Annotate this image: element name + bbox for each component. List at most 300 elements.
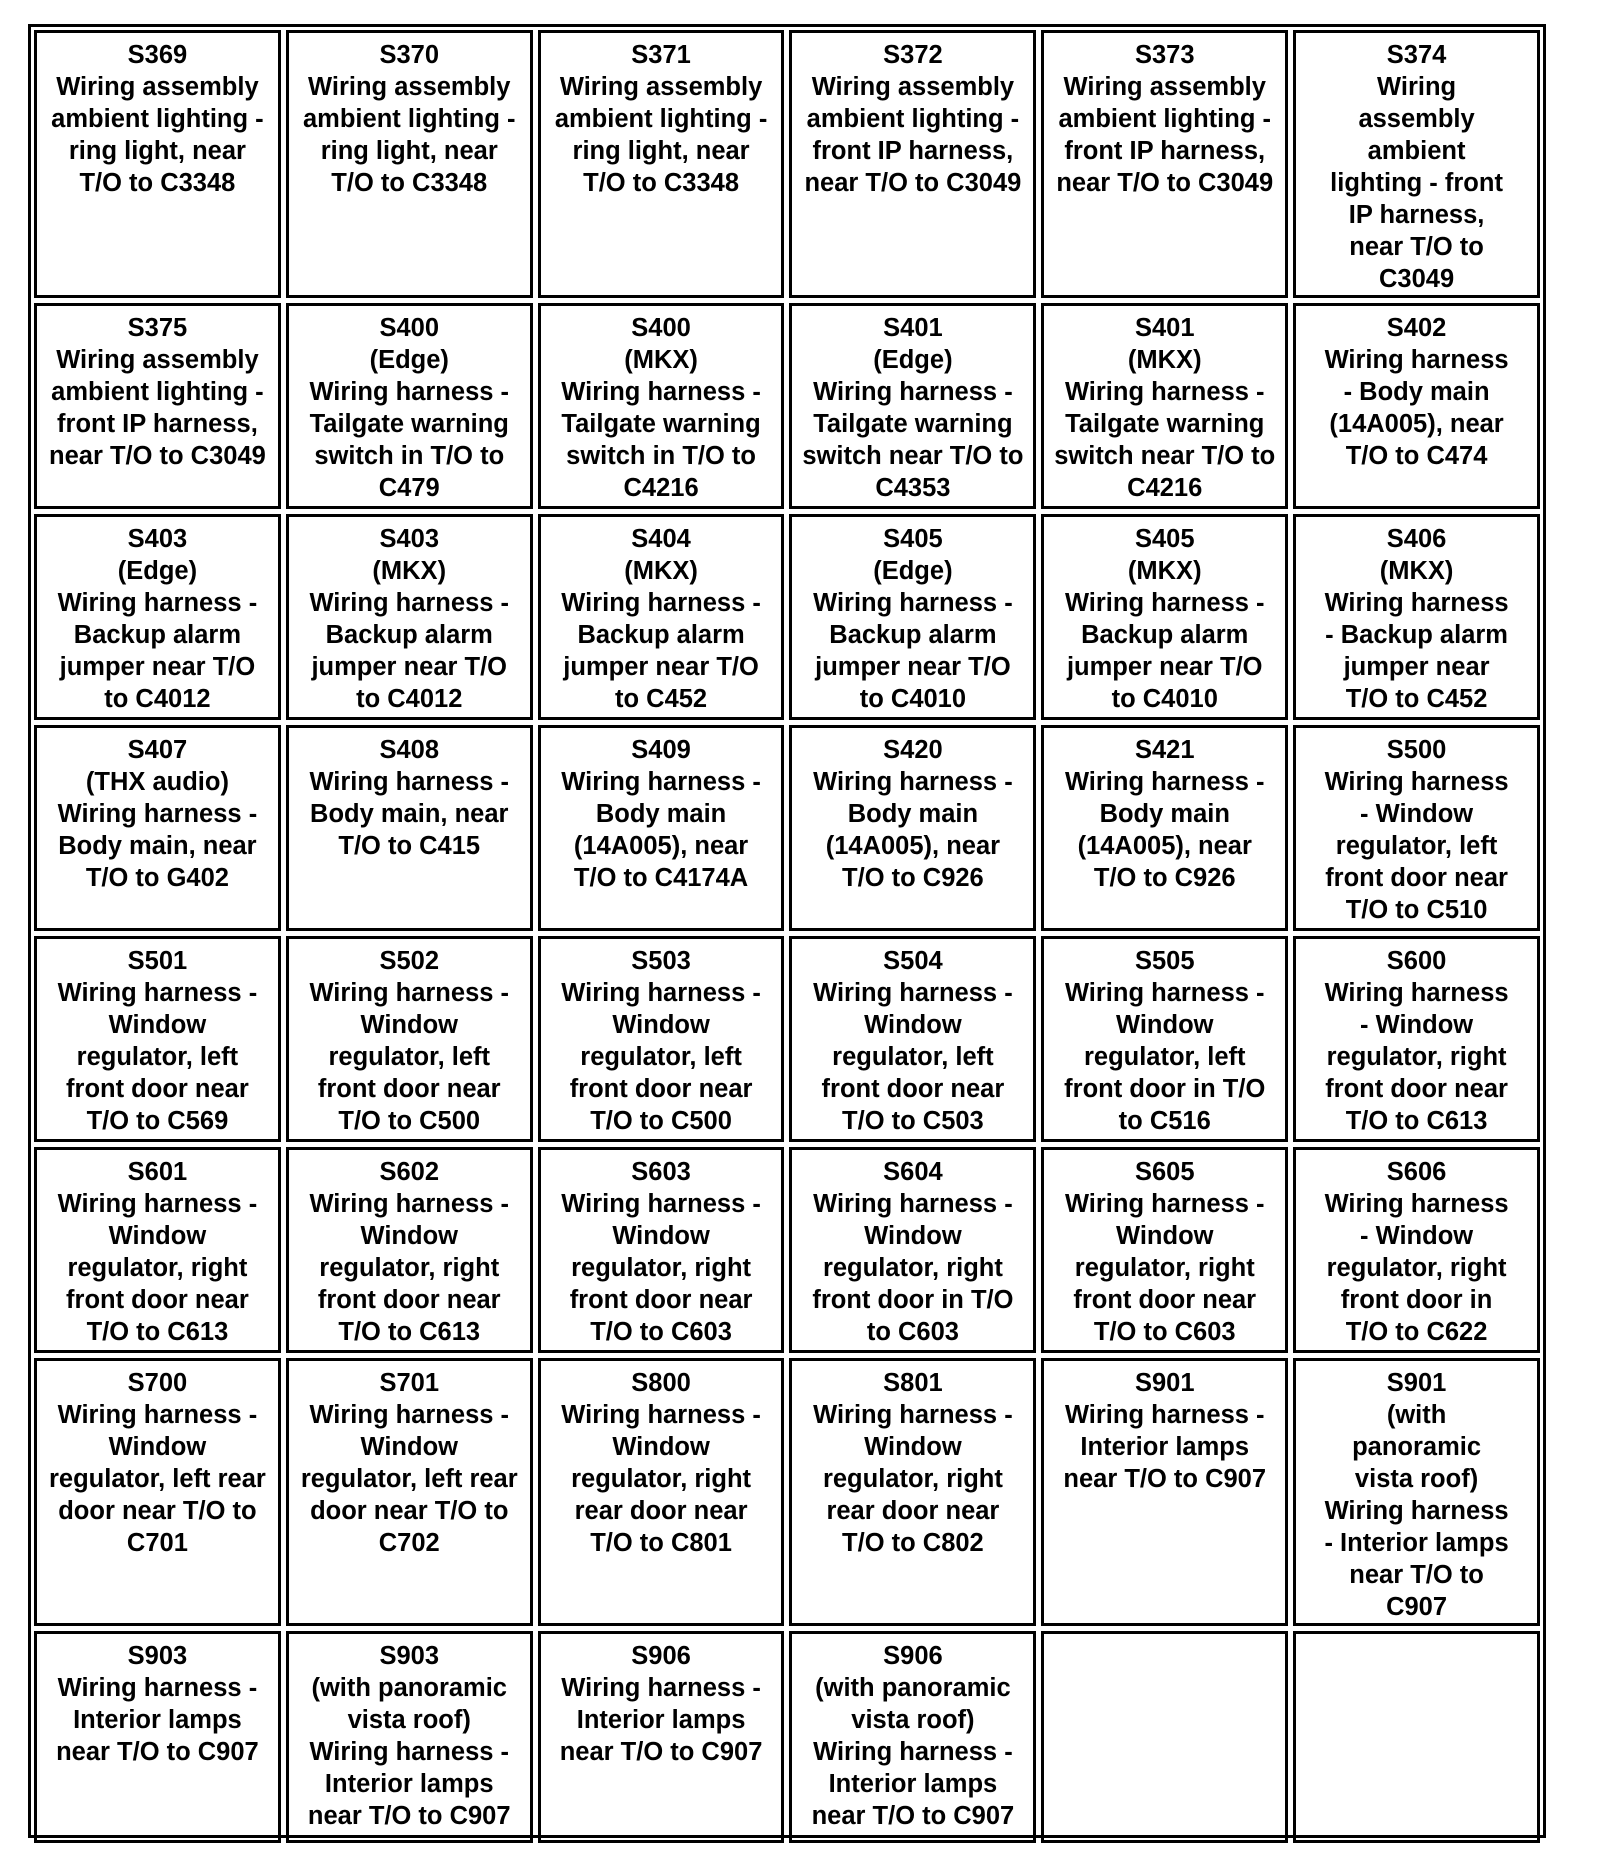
splice-description-line: to C603 — [866, 1318, 959, 1346]
splice-description-line: front door near — [569, 1075, 753, 1103]
splice-description-line: T/O to C802 — [842, 1529, 984, 1557]
splice-cell — [286, 1147, 533, 1353]
splice-description-line: front IP harness, — [812, 137, 1014, 165]
splice-description-line: Wiring harness - — [813, 1190, 1013, 1218]
splice-id: S901 — [1134, 1369, 1195, 1397]
splice-id: S375 — [127, 314, 188, 342]
splice-description-line: Interior lamps — [73, 1706, 242, 1734]
splice-description-line: Window — [612, 1433, 710, 1461]
splice-description-line: T/O to G402 — [85, 864, 229, 892]
splice-description-line: near T/O to C907 — [559, 1738, 763, 1766]
splice-cell — [286, 30, 533, 298]
splice-description-line: regulator, left rear — [49, 1465, 266, 1493]
splice-id: S420 — [883, 736, 943, 764]
splice-cell — [789, 936, 1036, 1142]
splice-id: S373 — [1134, 41, 1195, 69]
splice-id: S405 — [883, 525, 943, 553]
splice-cell — [538, 303, 785, 509]
splice-description-line: Wiring harness - — [309, 378, 510, 406]
splice-description-line: front door near — [66, 1075, 249, 1103]
splice-description-line: regulator, left — [1083, 1043, 1246, 1071]
splice-description-line: (Edge) — [369, 346, 449, 374]
splice-description-line: Window — [360, 1222, 458, 1250]
splice-description-line: rear door near — [826, 1497, 1000, 1525]
splice-id: S400 — [631, 314, 691, 342]
splice-id: S369 — [127, 41, 188, 69]
splice-description-line: ambient lighting - — [303, 105, 516, 133]
splice-description-line: Tailgate warning — [309, 410, 509, 438]
splice-description-line: - Window — [1360, 1011, 1474, 1039]
splice-description-line: ambient lighting - — [51, 105, 264, 133]
splice-description-line: front door near — [317, 1286, 501, 1314]
splice-cell — [1293, 936, 1540, 1142]
splice-description-line: near T/O to — [1349, 233, 1484, 261]
splice-description-line: front door near — [1073, 1286, 1257, 1314]
splice-description-line: regulator, right — [1074, 1254, 1255, 1282]
splice-description-line: Wiring harness - — [57, 1401, 258, 1429]
splice-description-line: C4216 — [623, 474, 699, 502]
splice-id: S401 — [1134, 314, 1195, 342]
splice-description-line: switch near T/O to — [1054, 442, 1276, 470]
splice-description-line: regulator, left — [328, 1043, 490, 1071]
splice-description-line: switch in T/O to — [566, 442, 756, 470]
splice-id: S370 — [379, 41, 440, 69]
splice-description-line: Wiring harness - — [1064, 1401, 1265, 1429]
splice-description-line: switch in T/O to — [314, 442, 505, 470]
splice-description-line: Tailgate warning — [561, 410, 761, 438]
splice-description-line: to C452 — [615, 685, 708, 713]
splice-description-line: ring light, near — [572, 137, 750, 165]
splice-description-line: Wiring assembly — [56, 346, 259, 374]
splice-description-line: near T/O to — [1349, 1561, 1484, 1589]
splice-description-line: Body main — [1099, 800, 1230, 828]
splice-description-line: vista roof) — [851, 1706, 975, 1734]
splice-description-line: regulator, left — [832, 1043, 994, 1071]
splice-description-line: Backup alarm — [325, 621, 493, 649]
splice-description-line: Backup alarm — [829, 621, 997, 649]
splice-cell — [286, 725, 533, 931]
splice-cell — [286, 936, 533, 1142]
splice-description-line: T/O to C622 — [1345, 1318, 1488, 1346]
splice-cell — [1293, 1358, 1540, 1626]
splice-description-line: Body main, near — [58, 832, 257, 860]
splice-description-line: near T/O to C3049 — [49, 442, 266, 470]
splice-cell — [34, 936, 281, 1142]
splice-description-line: ambient lighting - — [1058, 105, 1271, 133]
splice-cell — [34, 303, 281, 509]
splice-description-line: regulator, left — [1335, 832, 1498, 860]
splice-description-line: Wiring assembly — [308, 73, 511, 101]
splice-cell — [1041, 514, 1288, 720]
splice-description-line: T/O to C4174A — [573, 864, 749, 892]
splice-description-line: Window — [1115, 1222, 1214, 1250]
splice-description-line: Tailgate warning — [1065, 410, 1265, 438]
splice-cell — [538, 1147, 785, 1353]
splice-cell — [1293, 725, 1540, 931]
splice-location-table — [28, 24, 1546, 1838]
splice-description-line: Wiring assembly — [1063, 73, 1266, 101]
splice-description-line: T/O to C613 — [1345, 1107, 1488, 1135]
splice-description-line: Wiring assembly — [559, 73, 763, 101]
splice-description-line: door near T/O to — [58, 1497, 257, 1525]
splice-description-line: T/O to C3348 — [79, 169, 236, 197]
splice-description-line: jumper near T/O — [59, 653, 256, 681]
splice-cell — [34, 1358, 281, 1626]
splice-description-line: regulator, right — [319, 1254, 500, 1282]
splice-description-line: Wiring harness - — [309, 979, 510, 1007]
splice-description-line: T/O to C613 — [338, 1318, 481, 1346]
splice-cell — [34, 514, 281, 720]
splice-description-line: door near T/O to — [310, 1497, 509, 1525]
splice-description-line: Wiring harness - — [1064, 589, 1265, 617]
splice-cell — [286, 303, 533, 509]
splice-cell — [538, 1631, 785, 1843]
splice-description-line: jumper near — [1343, 653, 1490, 681]
splice-description-line: (MKX) — [1127, 346, 1202, 374]
splice-description-line: regulator, right — [67, 1254, 248, 1282]
splice-description-line: Backup alarm — [577, 621, 745, 649]
splice-description-line: (MKX) — [624, 557, 698, 585]
splice-description-line: T/O to C3348 — [583, 169, 740, 197]
splice-id: S603 — [631, 1158, 691, 1186]
splice-description-line: Wiring harness - — [561, 1190, 761, 1218]
splice-description-line: Body main — [595, 800, 727, 828]
splice-id: S402 — [1386, 314, 1447, 342]
splice-description-line: (with — [1386, 1401, 1447, 1429]
splice-description-line: ambient lighting - — [51, 378, 264, 406]
splice-id: S601 — [127, 1158, 188, 1186]
splice-description-line: Wiring — [1377, 73, 1457, 101]
splice-description-line: (14A005), near — [573, 832, 749, 860]
splice-id: S701 — [379, 1369, 440, 1397]
splice-description-line: - Window — [1360, 1222, 1474, 1250]
splice-cell — [1293, 303, 1540, 509]
splice-description-line: regulator, right — [822, 1465, 1003, 1493]
splice-description-line: Wiring harness - — [309, 1738, 510, 1766]
splice-description-line: front door near — [821, 1075, 1005, 1103]
splice-cell — [538, 725, 785, 931]
splice-description-line: C479 — [378, 474, 440, 502]
splice-description-line: (MKX) — [624, 346, 698, 374]
splice-description-line: (Edge) — [117, 557, 198, 585]
splice-description-line: (14A005), near — [1077, 832, 1252, 860]
splice-description-line: front door near — [1325, 1075, 1508, 1103]
splice-description-line: regulator, right — [1326, 1254, 1507, 1282]
splice-description-line: regulator, left rear — [300, 1465, 518, 1493]
splice-id: S409 — [631, 736, 691, 764]
splice-description-line: Window — [108, 1222, 207, 1250]
splice-description-line: T/O to C926 — [842, 864, 984, 892]
splice-description-line: regulator, right — [822, 1254, 1003, 1282]
splice-id: S371 — [631, 41, 691, 69]
splice-description-line: Wiring harness - — [561, 589, 761, 617]
splice-description-line: jumper near T/O — [1066, 653, 1263, 681]
splice-description-line: Wiring harness - — [813, 1738, 1013, 1766]
splice-cell — [286, 514, 533, 720]
splice-description-line: Wiring harness - — [561, 768, 761, 796]
splice-id: S700 — [127, 1369, 188, 1397]
splice-description-line: front IP harness, — [1064, 137, 1266, 165]
splice-description-line: C4353 — [875, 474, 951, 502]
splice-cell — [789, 1147, 1036, 1353]
splice-cell — [538, 1358, 785, 1626]
splice-description-line: - Window — [1360, 800, 1474, 828]
splice-description-line: Window — [864, 1222, 962, 1250]
splice-id: S906 — [631, 1642, 691, 1670]
splice-description-line: T/O to C510 — [1345, 896, 1488, 924]
splice-description-line: Wiring harness - — [813, 979, 1013, 1007]
splice-description-line: Window — [612, 1011, 710, 1039]
splice-id: S501 — [127, 947, 188, 975]
splice-description-line: C4216 — [1127, 474, 1203, 502]
splice-description-line: Wiring harness - — [561, 1401, 761, 1429]
splice-id: S503 — [631, 947, 691, 975]
splice-description-line: regulator, right — [571, 1465, 752, 1493]
splice-id: S901 — [1386, 1369, 1447, 1397]
splice-description-line: Window — [864, 1011, 962, 1039]
splice-description-line: (MKX) — [1379, 557, 1454, 585]
splice-id: S372 — [883, 41, 943, 69]
splice-cell — [789, 725, 1036, 931]
splice-description-line: to C4010 — [859, 685, 967, 713]
splice-description-line: ambient lighting - — [806, 105, 1020, 133]
splice-cell — [789, 514, 1036, 720]
splice-description-line: Interior lamps — [576, 1706, 746, 1734]
splice-cell — [1041, 936, 1288, 1142]
splice-description-line: Interior lamps — [828, 1770, 998, 1798]
splice-id: S903 — [127, 1642, 188, 1670]
splice-cell — [34, 30, 281, 298]
splice-description-line: Wiring harness - — [561, 1674, 761, 1702]
splice-description-line: (14A005), near — [825, 832, 1001, 860]
splice-description-line: front door near — [317, 1075, 501, 1103]
splice-description-line: T/O to C500 — [338, 1107, 481, 1135]
splice-description-line: near T/O to C3049 — [804, 169, 1022, 197]
splice-id: S502 — [379, 947, 440, 975]
splice-description-line: jumper near T/O — [563, 653, 759, 681]
splice-description-line: ambient lighting - — [554, 105, 768, 133]
splice-description-line: to C4012 — [104, 685, 211, 713]
splice-description-line: T/O to C603 — [1093, 1318, 1236, 1346]
splice-description-line: T/O to C474 — [1345, 442, 1488, 470]
splice-cell — [789, 303, 1036, 509]
splice-description-line: T/O to C3348 — [331, 169, 488, 197]
splice-description-line: - Backup alarm — [1325, 621, 1508, 649]
splice-description-line: Backup alarm — [1081, 621, 1249, 649]
splice-description-line: front door in T/O — [812, 1286, 1014, 1314]
splice-description-line: front door near — [569, 1286, 753, 1314]
splice-description-line: Wiring harness - — [309, 1401, 510, 1429]
splice-id: S404 — [631, 525, 691, 553]
splice-description-line: T/O to C503 — [842, 1107, 984, 1135]
splice-id: S800 — [631, 1369, 691, 1397]
splice-description-line: T/O to C415 — [338, 832, 481, 860]
splice-description-line: (with panoramic — [815, 1674, 1011, 1702]
splice-description-line: Wiring harness - — [309, 1190, 510, 1218]
splice-description-line: vista roof) — [1354, 1465, 1479, 1493]
splice-description-line: Wiring harness — [1324, 589, 1509, 617]
splice-description-line: near T/O to C907 — [307, 1802, 511, 1830]
splice-description-line: front door in T/O — [1064, 1075, 1266, 1103]
splice-description-line: front door in — [1340, 1286, 1493, 1314]
splice-description-line: Wiring harness - — [57, 1674, 258, 1702]
splice-cell — [1293, 30, 1540, 298]
splice-cell — [1041, 725, 1288, 931]
splice-description-line: C907 — [1386, 1593, 1448, 1621]
empty-cell — [1041, 1631, 1288, 1843]
splice-description-line: Wiring assembly — [56, 73, 259, 101]
splice-description-line: (Edge) — [873, 346, 953, 374]
splice-description-line: T/O to C603 — [590, 1318, 732, 1346]
splice-cell — [1041, 1147, 1288, 1353]
splice-description-line: Wiring harness - — [1064, 1190, 1265, 1218]
splice-description-line: Window — [1115, 1011, 1214, 1039]
splice-description-line: front IP harness, — [57, 410, 258, 438]
splice-id: S406 — [1386, 525, 1447, 553]
splice-cell — [1293, 514, 1540, 720]
splice-description-line: Wiring harness - — [561, 979, 761, 1007]
splice-description-line: Window — [108, 1433, 207, 1461]
splice-id: S407 — [127, 736, 188, 764]
splice-description-line: jumper near T/O — [311, 653, 508, 681]
splice-description-line: to C4012 — [356, 685, 463, 713]
splice-description-line: Interior lamps — [324, 1770, 494, 1798]
splice-description-line: Wiring harness - — [57, 589, 258, 617]
splice-id: S405 — [1134, 525, 1195, 553]
splice-description-line: Window — [864, 1433, 962, 1461]
splice-description-line: Wiring harness — [1324, 979, 1509, 1007]
splice-cell — [286, 1358, 533, 1626]
splice-cell — [1041, 30, 1288, 298]
splice-cell — [34, 1631, 281, 1843]
splice-description-line: Wiring harness - — [309, 589, 510, 617]
splice-description-line: Window — [360, 1011, 458, 1039]
splice-id: S504 — [883, 947, 943, 975]
splice-description-line: ambient — [1367, 137, 1466, 165]
splice-id: S400 — [379, 314, 440, 342]
splice-description-line: T/O to C452 — [1345, 685, 1488, 713]
splice-description-line: front door near — [1325, 864, 1508, 892]
splice-description-line: IP harness, — [1348, 201, 1485, 229]
splice-cell — [538, 30, 785, 298]
empty-cell — [1293, 1631, 1540, 1843]
splice-description-line: Wiring harness — [1324, 1190, 1509, 1218]
splice-description-line: to C4010 — [1111, 685, 1218, 713]
splice-id: S801 — [883, 1369, 943, 1397]
splice-description-line: Wiring harness - — [813, 589, 1013, 617]
splice-description-line: Body main, near — [310, 800, 509, 828]
splice-description-line: - Interior lamps — [1324, 1529, 1509, 1557]
splice-description-line: Wiring harness - — [57, 800, 258, 828]
splice-id: S500 — [1386, 736, 1447, 764]
splice-description-line: Body main — [847, 800, 979, 828]
splice-description-line: T/O to C500 — [590, 1107, 732, 1135]
splice-description-line: front door near — [66, 1286, 249, 1314]
splice-description-line: Interior lamps — [1080, 1433, 1250, 1461]
splice-description-line: ring light, near — [320, 137, 498, 165]
splice-description-line: Backup alarm — [73, 621, 242, 649]
splice-id: S403 — [379, 525, 440, 553]
splice-cell — [789, 1631, 1036, 1843]
splice-description-line: near T/O to C907 — [1063, 1465, 1267, 1493]
splice-cell — [34, 725, 281, 931]
splice-description-line: lighting - front — [1330, 169, 1503, 197]
splice-description-line: regulator, left — [76, 1043, 239, 1071]
splice-description-line: (MKX) — [372, 557, 447, 585]
splice-description-line: Wiring harness - — [813, 378, 1013, 406]
splice-description-line: Wiring harness - — [1064, 378, 1265, 406]
splice-id: S401 — [883, 314, 943, 342]
splice-description-line: Wiring harness - — [1064, 768, 1265, 796]
splice-cell — [1293, 1147, 1540, 1353]
splice-description-line: Tailgate warning — [813, 410, 1013, 438]
splice-description-line: Wiring harness - — [1064, 979, 1265, 1007]
splice-description-line: T/O to C926 — [1093, 864, 1236, 892]
splice-cell — [538, 936, 785, 1142]
splice-description-line: jumper near T/O — [815, 653, 1011, 681]
splice-description-line: near T/O to C907 — [811, 1802, 1015, 1830]
splice-description-line: Wiring harness — [1324, 768, 1509, 796]
splice-description-line: (Edge) — [873, 557, 953, 585]
splice-id: S906 — [883, 1642, 943, 1670]
splice-description-line: switch near T/O to — [802, 442, 1024, 470]
splice-cell — [286, 1631, 533, 1843]
splice-cell — [789, 1358, 1036, 1626]
splice-id: S606 — [1386, 1158, 1447, 1186]
splice-description-line: panoramic — [1352, 1433, 1482, 1461]
splice-description-line: near T/O to C3049 — [1056, 169, 1274, 197]
splice-description-line: Wiring harness - — [309, 768, 510, 796]
splice-description-line: T/O to C613 — [86, 1318, 229, 1346]
splice-description-line: Window — [612, 1222, 710, 1250]
splice-description-line: Window — [360, 1433, 458, 1461]
splice-description-line: Wiring harness - — [813, 768, 1013, 796]
splice-description-line: regulator, right — [1326, 1043, 1507, 1071]
splice-description-line: regulator, left — [580, 1043, 742, 1071]
splice-cell — [1041, 303, 1288, 509]
splice-id: S604 — [883, 1158, 943, 1186]
splice-description-line: (with panoramic — [311, 1674, 507, 1702]
splice-description-line: C701 — [126, 1529, 188, 1557]
splice-id: S903 — [379, 1642, 440, 1670]
splice-description-line: Wiring harness — [1324, 346, 1509, 374]
splice-description-line: ring light, near — [68, 137, 246, 165]
splice-cell — [538, 514, 785, 720]
splice-description-line: Wiring harness - — [561, 378, 761, 406]
splice-description-line: to C516 — [1118, 1107, 1211, 1135]
splice-cell — [1041, 1358, 1288, 1626]
splice-description-line: Window — [108, 1011, 207, 1039]
splice-description-line: (14A005), near — [1329, 410, 1504, 438]
splice-description-line: (MKX) — [1127, 557, 1202, 585]
splice-description-line: Wiring harness - — [57, 1190, 258, 1218]
splice-description-line: Wiring assembly — [811, 73, 1015, 101]
splice-description-line: rear door near — [574, 1497, 748, 1525]
splice-description-line: near T/O to C907 — [56, 1738, 259, 1766]
splice-description-line: Wiring harness — [1324, 1497, 1509, 1525]
splice-id: S421 — [1134, 736, 1195, 764]
splice-description-line: T/O to C801 — [590, 1529, 732, 1557]
splice-id: S602 — [379, 1158, 440, 1186]
splice-description-line: assembly — [1358, 105, 1475, 133]
splice-description-line: T/O to C569 — [86, 1107, 229, 1135]
splice-description-line: C3049 — [1378, 265, 1455, 293]
splice-id: S374 — [1386, 41, 1447, 69]
splice-description-line: (THX audio) — [85, 768, 229, 796]
splice-description-line: C702 — [378, 1529, 440, 1557]
splice-description-line: vista roof) — [347, 1706, 471, 1734]
splice-id: S605 — [1134, 1158, 1195, 1186]
